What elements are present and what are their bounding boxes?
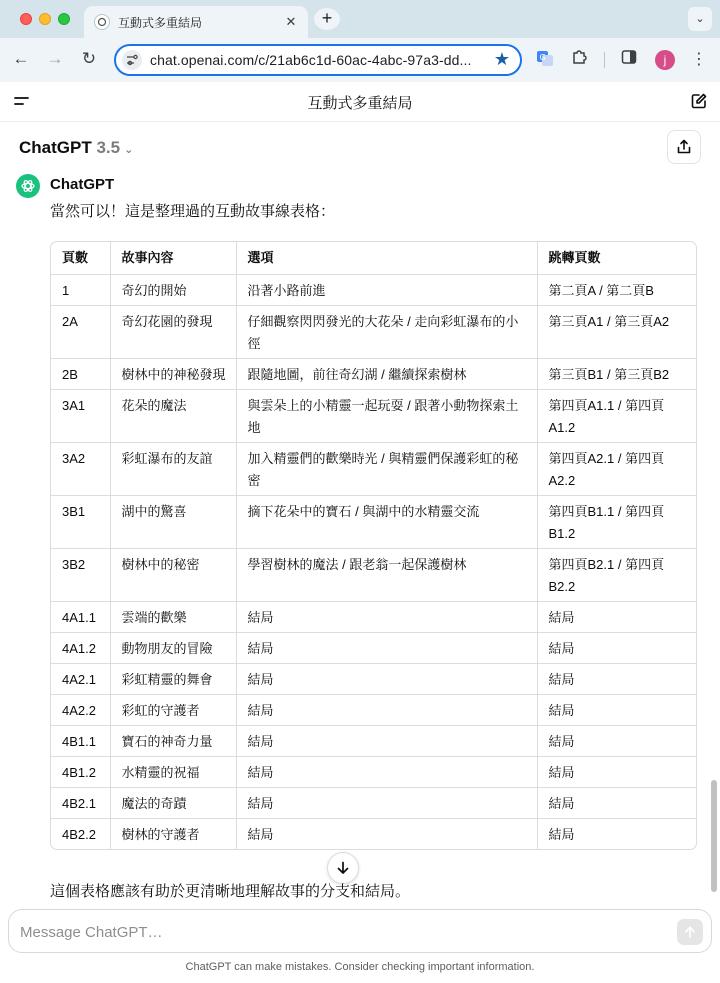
cell-options: 與雲朵上的小精靈一起玩耍 / 跟著小動物探索土地 [236,389,537,442]
table-row [51,442,697,495]
cell-page: 3B2 [51,548,110,601]
cell-options: 結局 [236,694,537,725]
cell-jump: 結局 [537,756,697,787]
bookmark-star-icon[interactable]: ★ [493,49,510,69]
cell-jump: 第四頁B1.1 / 第四頁B1.2 [537,495,697,548]
cell-story: 樹林的守護者 [110,818,236,849]
cell-story: 水精靈的祝福 [110,756,236,787]
cell-jump: 結局 [548,826,575,842]
header-page: 頁數 [51,242,110,274]
cell-story: 動物朋友的冒險 [110,632,236,663]
forward-arrow-icon[interactable]: → [46,49,64,68]
translate-extension-icon[interactable] [534,49,556,71]
cell-options: 學習樹林的魔法 / 跟老翁一起保護樹林 [236,548,537,601]
cell-jump: 第二頁A / 第二頁B [537,274,697,305]
openai-favicon-icon [94,14,110,30]
message-intro: 當然可以！這是整理過的互動故事線表格： [50,203,336,220]
toolbar-divider [604,52,605,68]
cell-options: 跟隨地圖，前往奇幻湖 / 繼續探索樹林 [236,358,537,389]
cell-story: 彩虹的守護者 [110,694,236,725]
arrow-up-icon [684,926,696,938]
cell-jump: 結局 [537,787,697,818]
header-jump: 跳轉頁數 [537,242,697,274]
table-row [51,787,697,818]
table-row [51,305,697,358]
cell-story: 寶石的神奇力量 [110,725,236,756]
cell-page: 4A2.1 [51,663,110,694]
table-row [51,663,697,694]
cell-options: 結局 [236,756,537,787]
model-version: 3.5 [96,138,121,157]
cell-story: 湖中的驚喜 [110,495,236,548]
cell-options: 結局 [236,787,537,818]
cell-options: 結局 [236,818,537,849]
send-button[interactable] [677,919,703,945]
cell-story: 彩虹精靈的舞會 [110,663,236,694]
cell-jump: 第四頁B2.1 / 第四頁B2.2 [537,548,697,601]
table-row [51,495,697,548]
scrollbar-thumb[interactable] [711,780,717,892]
cell-jump: 第三頁A1 / 第三頁A2 [537,305,697,358]
table-header-row [51,242,697,274]
cell-page: 4A1.1 [51,601,110,632]
cell-options: 結局 [236,601,537,632]
table-row [51,694,697,725]
disclaimer: ChatGPT can make mistakes. Consider checking important information. [185,961,535,973]
profile-avatar[interactable]: j [655,50,675,70]
cell-options: 結局 [236,632,537,663]
model-name: ChatGPT [19,138,92,157]
cell-page: 2A [51,305,110,358]
cell-jump: 結局 [537,663,697,694]
table-row [51,632,697,663]
cell-page: 4A2.2 [51,694,110,725]
cell-story: 奇幻花園的發現 [110,305,236,358]
header-story: 故事內容 [110,242,236,274]
side-panel-icon[interactable] [618,49,640,71]
chatgpt-logo-icon [16,174,40,198]
browser-tab-strip [0,0,720,38]
new-chat-edit-icon[interactable] [690,92,708,110]
tab-close-icon[interactable]: ✕ [285,14,297,29]
extensions-puzzle-icon[interactable] [568,49,590,71]
table-row [51,358,697,389]
arrow-down-icon [336,861,350,875]
cell-story: 魔法的奇蹟 [110,787,236,818]
cell-page: 2B [51,358,110,389]
cell-jump: 第四頁A1.1 / 第四頁A1.2 [537,389,697,442]
conversation-title: 互動式多重結局 [307,95,413,112]
url-text[interactable]: chat.openai.com/c/21ab6c1d-60ac-4abc-97a3-dd... [150,52,472,68]
cell-page: 4B1.1 [51,725,110,756]
window-close-button[interactable] [20,13,32,25]
cell-options: 加入精靈們的歡樂時光 / 與精靈們保護彩虹的秘密 [236,442,537,495]
cell-story: 樹林中的秘密 [110,548,236,601]
window-minimize-button[interactable] [39,13,51,25]
browser-toolbar [0,38,720,82]
cell-story: 彩虹瀑布的友誼 [110,442,236,495]
table-row [51,389,697,442]
model-selector-row [0,122,720,172]
cell-options: 摘下花朵中的寶石 / 與湖中的水精靈交流 [236,495,537,548]
chat-header [0,82,720,122]
chevron-down-icon: ⌄ [124,144,134,156]
new-tab-button[interactable]: + [314,8,340,30]
table-row [51,756,697,787]
table-row [51,601,697,632]
cell-jump: 結局 [537,725,697,756]
site-info-icon[interactable] [122,50,142,70]
more-vertical-icon[interactable]: ⋮ [691,51,707,68]
message-sender: ChatGPT [50,176,115,193]
message-outro: 這個表格應該有助於更清晰地理解故事的分支和結局。 [50,883,411,900]
address-bar[interactable] [114,44,522,76]
tab-search-chevron-icon[interactable]: ⌄ [688,7,712,31]
table-row [51,274,697,305]
cell-page: 3A2 [51,442,110,495]
cell-page: 3B1 [51,495,110,548]
cell-options: 沿著小路前進 [236,274,537,305]
cell-page: 4B1.2 [51,756,110,787]
cell-story: 雲端的歡樂 [110,601,236,632]
table-row [51,725,697,756]
cell-page: 4B2.1 [51,787,110,818]
cell-page: 4B2.2 [51,818,110,849]
cell-story: 奇幻的開始 [110,274,236,305]
window-zoom-button[interactable] [58,13,70,25]
cell-page: 1 [51,274,110,305]
cell-options: 仔細觀察閃閃發光的大花朵 / 走向彩虹瀑布的小徑 [236,305,537,358]
message-composer [8,909,712,953]
table-row [51,548,697,601]
cell-story: 樹林中的神秘發現 [110,358,236,389]
back-arrow-icon[interactable]: ← [12,49,30,68]
cell-options: 結局 [236,725,537,756]
cell-jump: 結局 [537,694,697,725]
svg-text:G: G [539,53,546,62]
cell-story: 花朵的魔法 [110,389,236,442]
share-button[interactable] [667,130,701,164]
reload-icon[interactable]: ↻ [81,49,97,68]
cell-jump: 結局 [537,601,697,632]
cell-jump: 第四頁A2.1 / 第四頁A2.2 [537,442,697,495]
story-table [50,241,697,850]
share-icon [676,139,692,155]
table-row [51,818,697,849]
header-options: 選項 [236,242,537,274]
cell-page: 3A1 [51,389,110,442]
cell-jump: 結局 [537,632,697,663]
table-body [51,274,697,849]
model-selector[interactable] [19,138,133,158]
tab-title: 互動式多重結局 [118,16,203,30]
browser-tab-active[interactable] [84,6,308,38]
cell-page: 4A1.2 [51,632,110,663]
message-input[interactable] [20,920,660,944]
cell-jump: 第三頁B1 / 第三頁B2 [537,358,697,389]
cell-options: 結局 [236,663,537,694]
